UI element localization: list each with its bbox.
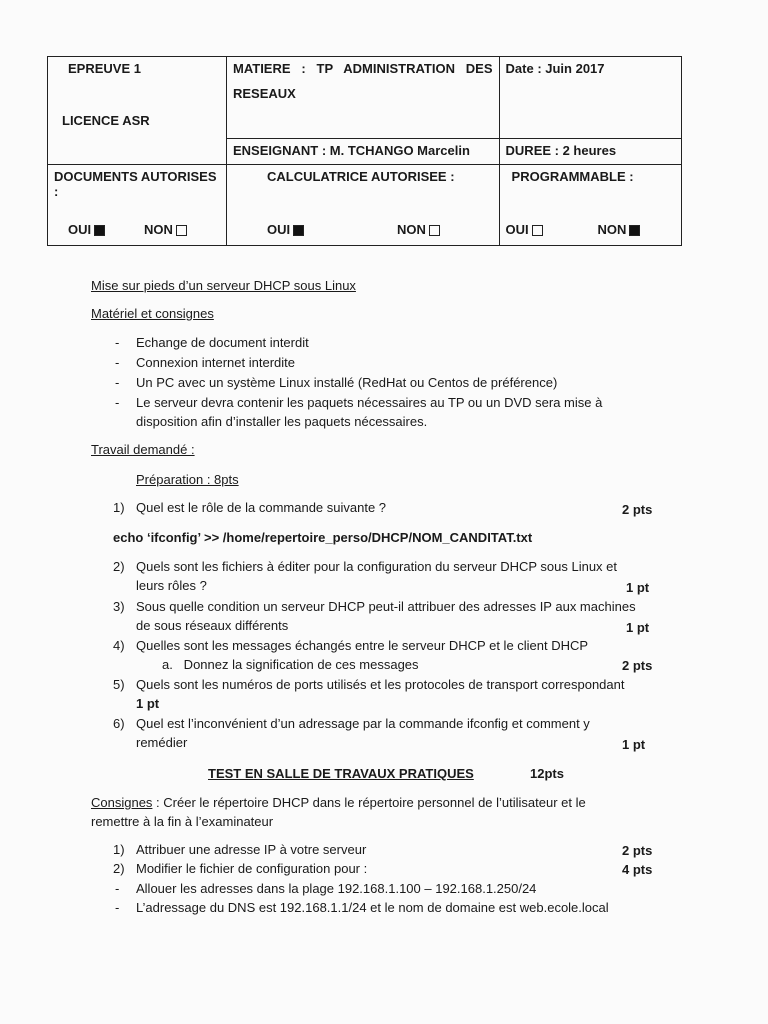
question-text-cont: remédier [136,735,188,750]
consignes-text-cont: remettre à la fin à l’examinateur [91,814,274,829]
question-subitem: a. Donnez la signification de ces messages [162,657,419,672]
question-points: 2 pts [622,502,653,517]
travail-heading: Travail demandé : [91,442,195,457]
bullet-dash: - [115,355,120,370]
question-text: Quels sont les numéros de ports utilisés et les protocoles de transport correspondant [136,677,625,692]
duree-label: DUREE : 2 heures [505,143,617,158]
programmable-oui [506,222,543,237]
task-item: L’adressage du DNS est 192.168.1.1/24 et le nom de domaine est web.ecole.local [136,900,609,915]
question-text: Quels sont les fichiers à éditer pour la configuration du serveur DHCP sous Linux et [136,559,618,574]
document-title: Mise sur pieds d’un serveur DHCP sous Linux [91,278,356,293]
calculatrice-oui [267,222,304,237]
checkbox-checked-icon [629,225,640,236]
test-heading: TEST EN SALLE DE TRAVAUX PRATIQUES [208,766,474,781]
checkbox-checked-icon [293,225,304,236]
bullet-dash: - [115,395,120,410]
bullet-dash: - [115,335,120,350]
consignes-paragraph [91,795,586,810]
materiel-item: Le serveur devra contenir les paquets nécessaires au TP ou un DVD sera mise à [136,395,603,410]
question-number: 1) [113,500,125,515]
programmable-label: PROGRAMMABLE : [511,169,634,184]
matiere-line2: RESEAUX [233,86,296,101]
consignes-text: : Créer le répertoire DHCP dans le répertoire personnel de l’utilisateur et le [152,795,586,810]
duree-cell [499,139,681,165]
question-number: 4) [113,638,125,653]
question-points: 1 pt [136,696,160,711]
non-label: NON [597,222,627,237]
checkbox-empty-icon [532,225,543,236]
licence-label: LICENCE ASR [62,113,150,128]
documents-cell [48,165,227,246]
consignes-label: Consignes [91,795,153,810]
calculatrice-label: CALCULATRICE AUTORISEE : [267,169,455,184]
exam-header-table [47,56,682,246]
question-text: Quel est le rôle de la commande suivante ? [136,500,387,515]
question-number: 5) [113,677,125,692]
question-points: 1 pt [626,580,650,595]
checkbox-checked-icon [94,225,105,236]
documents-label: DOCUMENTS AUTORISES : [54,169,217,199]
checkbox-empty-icon [429,225,440,236]
question-number: 3) [113,599,125,614]
epreuve-cell [48,57,227,165]
date-label: Date : Juin 2017 [505,61,605,76]
materiel-item: Connexion internet interdite [136,355,295,370]
bullet-dash: - [115,881,120,896]
task-points: 4 pts [622,862,653,877]
question-points: 1 pt [626,620,650,635]
date-cell [499,57,681,139]
calculatrice-cell [227,165,500,246]
command-text: echo ‘ifconfig’ >> /home/repertoire_perso/DHCP/NOM_CANDITAT.txt [113,530,533,545]
task-text: Attribuer une adresse IP à votre serveur [136,842,367,857]
programmable-cell [499,165,681,246]
materiel-item: Un PC avec un système Linux installé (RedHat ou Centos de préférence) [136,375,558,390]
question-number: 6) [113,716,125,731]
question-text-cont: de sous réseaux différents [136,618,289,633]
oui-label: OUI [505,222,529,237]
materiel-item-cont: disposition afin d’installer les paquets nécessaires. [136,414,428,429]
task-number: 1) [113,842,125,857]
non-label: NON [397,222,426,237]
checkbox-empty-icon [176,225,187,236]
task-item: Allouer les adresses dans la plage 192.168.1.100 – 192.168.1.250/24 [136,881,537,896]
enseignant-label: ENSEIGNANT : M. TCHANGO Marcelin [233,143,470,158]
documents-oui [68,222,105,237]
question-points: 2 pts [622,658,653,673]
bullet-dash: - [115,375,120,390]
programmable-non [598,222,641,237]
enseignant-cell [227,139,500,165]
question-text: Sous quelle condition un serveur DHCP peut-il attribuer des adresses IP aux machines [136,599,636,614]
task-number: 2) [113,861,125,876]
question-number: 2) [113,559,125,574]
materiel-heading: Matériel et consignes [91,306,214,321]
matiere-cell [227,57,500,139]
epreuve-label: EPREUVE 1 [68,61,141,76]
materiel-item: Echange de document interdit [136,335,309,350]
question-text: Quelles sont les messages échangés entre le serveur DHCP et le client DHCP [136,638,589,653]
question-text-cont: leurs rôles ? [136,578,207,593]
documents-non [144,222,187,237]
question-points: 1 pt [622,737,646,752]
non-label: NON [144,222,173,237]
bullet-dash: - [115,900,120,915]
test-points: 12pts [530,766,564,781]
preparation-heading: Préparation : 8pts [136,472,239,487]
question-text: Quel est l’inconvénient d’un adressage par la commande ifconfig et comment y [136,716,590,731]
task-points: 2 pts [622,843,653,858]
calculatrice-non [397,222,440,237]
task-text: Modifier le fichier de configuration pour : [136,861,368,876]
oui-label: OUI [267,222,291,237]
oui-label: OUI [68,222,92,237]
matiere-line1: MATIERE : TP ADMINISTRATION DES [233,61,493,76]
